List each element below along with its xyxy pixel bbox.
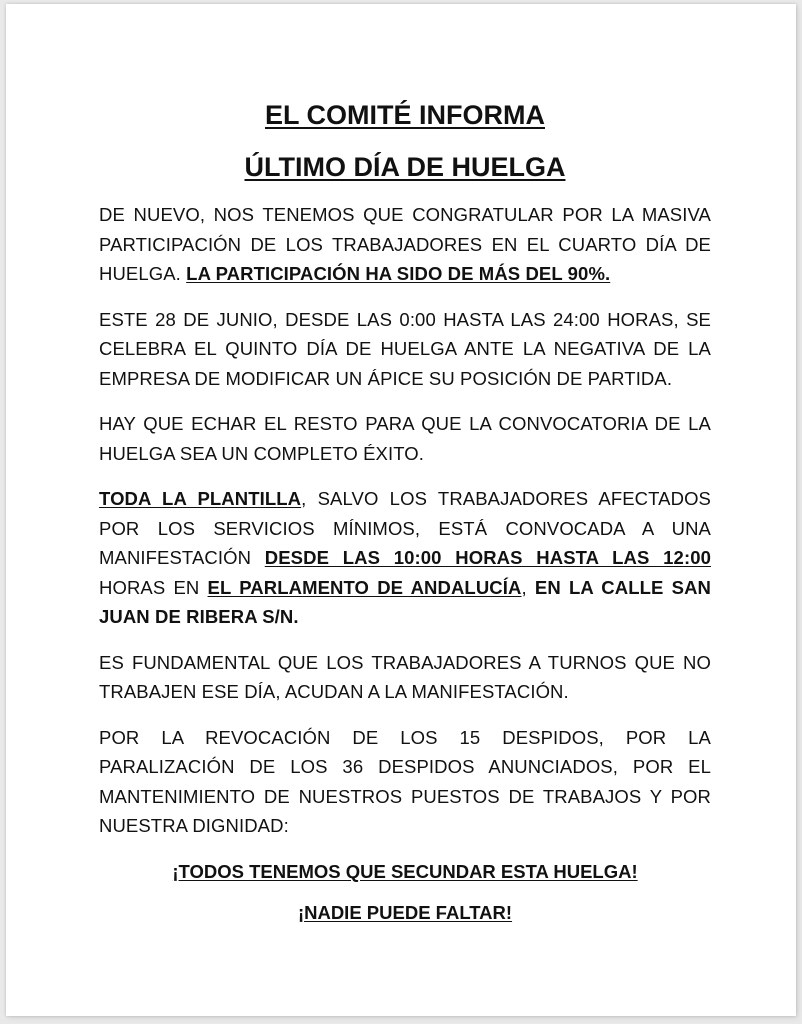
document-title: EL COMITÉ INFORMA xyxy=(265,100,545,130)
participation-highlight: LA PARTICIPACIÓN HA SIDO DE MÁS DEL 90%. xyxy=(186,263,611,284)
closing-slogan: ¡TODOS TENEMOS QUE SECUNDAR ESTA HUELGA! xyxy=(172,860,638,882)
whole-staff-highlight: TODA LA PLANTILLA xyxy=(99,488,302,509)
document-body xyxy=(99,96,711,939)
paragraph-demands: POR LA REVOCACIÓN DE LOS 15 DESPIDOS, POR LA PARALIZACIÓN DE LOS 36 DESPIDOS ANUNCIADOS, POR EL MANTENIMIENTO DE NUESTROS PUESTOS DE TRABAJOS Y POR NUESTRA DIGNIDAD: xyxy=(99,726,711,836)
document-page xyxy=(6,4,796,1016)
paragraph-text: DE NUEVO, NOS TENEMOS QUE CONGRATULAR POR LA MASIVA PARTICIPACIÓN DE LOS TRABAJADORES EN EL CUARTO DÍA DE HUELGA. xyxy=(99,204,711,284)
demonstration-place: EL PARLAMENTO DE ANDALUCÍA xyxy=(207,576,522,598)
paragraph-call-to-action: HAY QUE ECHAR EL RESTO PARA QUE LA CONVOCATORIA DE LA HUELGA SEA UN COMPLETO ÉXITO. xyxy=(99,413,711,464)
paragraph-demonstration xyxy=(99,484,711,632)
paragraph-strike-date: ESTE 28 DE JUNIO, DESDE LAS 0:00 HASTA LAS 24:00 HORAS, SE CELEBRA EL QUINTO DÍA DE HUELGA ANTE LA NEGATIVA DE LA EMPRESA DE MODIFICAR UN ÁPICE SU POSICIÓN DE PARTIDA. xyxy=(99,308,711,389)
paragraph-text: HORAS EN xyxy=(99,576,208,598)
closing-slogan-2: ¡NADIE PUEDE FALTAR! xyxy=(297,901,513,923)
paragraph-shift-workers: ES FUNDAMENTAL QUE LOS TRABAJADORES A TURNOS QUE NO TRABAJEN ESE DÍA, ACUDAN A LA MANIFESTACIÓN. xyxy=(99,651,711,702)
paragraph-text: , SALVO LOS TRABAJADORES AFECTADOS POR LOS SERVICIOS MÍNIMOS, ESTÁ CONVOCADA A UNA MANIFESTACIÓN xyxy=(99,488,711,568)
paragraph-participation xyxy=(99,200,711,289)
demonstration-time: DESDE LAS 10:00 HORAS HASTA LAS 12:00 xyxy=(264,547,711,568)
paragraph-text: , xyxy=(521,576,535,598)
document-subtitle: ÚLTIMO DÍA DE HUELGA xyxy=(244,152,566,182)
demonstration-address: EN LA CALLE SAN JUAN DE RIBERA S/N. xyxy=(99,576,712,627)
